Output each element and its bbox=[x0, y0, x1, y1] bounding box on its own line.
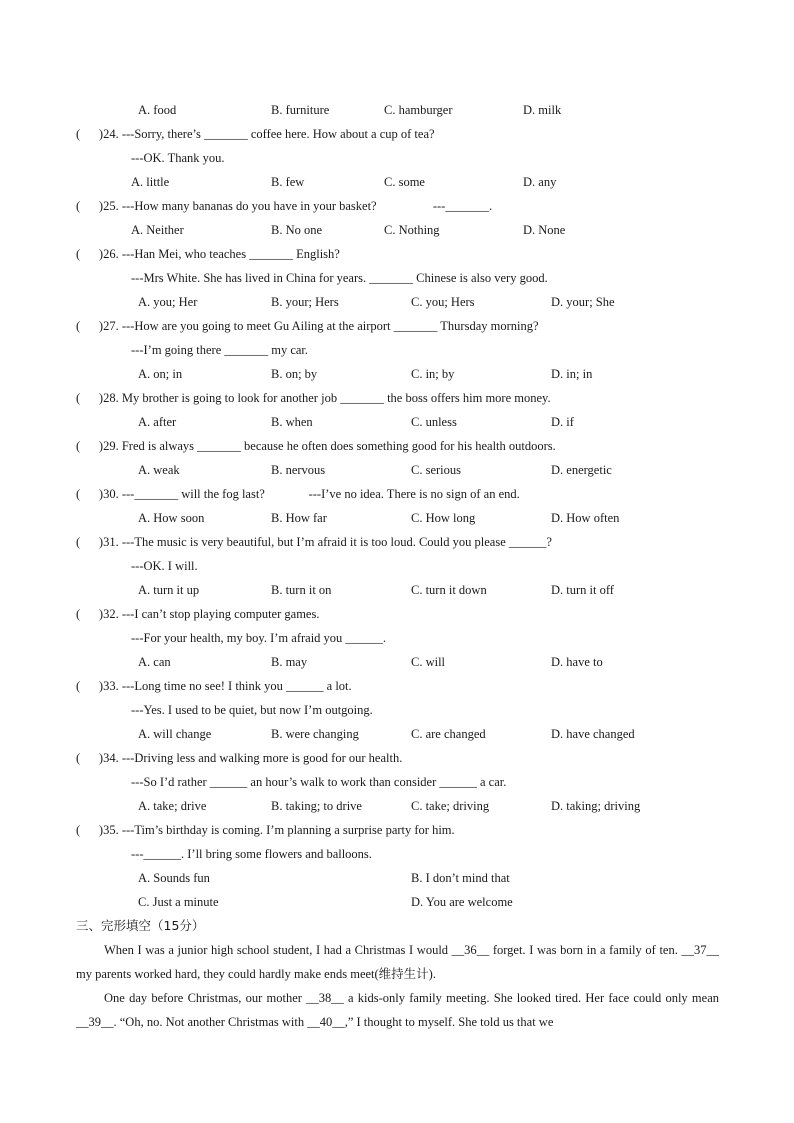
q24-option-d: D. any bbox=[523, 175, 557, 189]
question-31: ( )31. ---The music is very beautiful, but I’m afraid it is too loud. Could you please ______? bbox=[76, 535, 552, 549]
question-32-reply: ---For your health, my boy. I’m afraid you ______. bbox=[131, 631, 387, 645]
q28-option-d: D. if bbox=[551, 415, 574, 429]
q35-option-c: C. Just a minute bbox=[138, 895, 219, 909]
q32-option-a: A. can bbox=[138, 655, 171, 669]
q31-option-c: C. turn it down bbox=[411, 583, 487, 597]
q23-option-c: C. hamburger bbox=[384, 103, 453, 117]
q27-option-a: A. on; in bbox=[138, 367, 183, 381]
question-30: ( )30. ---_______ will the fog last? ---I’ve no idea. There is no sign of an end. bbox=[76, 487, 520, 501]
cloze-paragraph-1: When I was a junior high school student, I had a Christmas I would __36__ forget. I was born in a family of ten. __37__ my parents worked hard, they could hardly make ends meet(维持生计). bbox=[76, 943, 719, 981]
q24-option-c: C. some bbox=[384, 175, 425, 189]
q29-option-c: C. serious bbox=[411, 463, 461, 477]
q30-option-c: C. How long bbox=[411, 511, 476, 525]
question-32: ( )32. ---I can’t stop playing computer games. bbox=[76, 607, 320, 621]
q27-option-b: B. on; by bbox=[271, 367, 318, 381]
q29-option-a: A. weak bbox=[138, 463, 180, 477]
q30-option-b: B. How far bbox=[271, 511, 327, 525]
q26-option-c: C. you; Hers bbox=[411, 295, 475, 309]
q28-option-c: C. unless bbox=[411, 415, 457, 429]
q30-option-a: A. How soon bbox=[138, 511, 205, 525]
q26-option-a: A. you; Her bbox=[138, 295, 198, 309]
question-25: ( )25. ---How many bananas do you have in your basket? ---_______. bbox=[76, 199, 493, 213]
question-24: ( )24. ---Sorry, there’s _______ coffee here. How about a cup of tea? bbox=[76, 127, 435, 141]
q23-option-d: D. milk bbox=[523, 103, 562, 117]
q31-option-a: A. turn it up bbox=[138, 583, 200, 597]
question-26: ( )26. ---Han Mei, who teaches _______ English? bbox=[76, 247, 340, 261]
q27-option-d: D. in; in bbox=[551, 367, 593, 381]
question-27: ( )27. ---How are you going to meet Gu Ailing at the airport _______ Thursday morning? bbox=[76, 319, 539, 333]
question-29: ( )29. Fred is always _______ because he often does something good for his health outdoors. bbox=[76, 439, 556, 453]
question-34-reply: ---So I’d rather ______ an hour’s walk to work than consider ______ a car. bbox=[131, 775, 507, 789]
q33-option-d: D. have changed bbox=[551, 727, 635, 741]
q27-option-c: C. in; by bbox=[411, 367, 455, 381]
cloze-paragraph-2: One day before Christmas, our mother __38__ a kids-only family meeting. She looked tired. Her face could only mean __39__. “Oh, no. Not another Christmas with __40__,” I thought to myself. She told us that we bbox=[76, 991, 719, 1029]
q34-option-c: C. take; driving bbox=[411, 799, 490, 813]
q30-option-d: D. How often bbox=[551, 511, 620, 525]
q25-option-c: C. Nothing bbox=[384, 223, 440, 237]
q34-option-a: A. take; drive bbox=[138, 799, 207, 813]
question-24-reply: ---OK. Thank you. bbox=[131, 151, 225, 165]
question-28: ( )28. My brother is going to look for another job _______ the boss offers him more money. bbox=[76, 391, 551, 405]
question-26-reply: ---Mrs White. She has lived in China for years. _______ Chinese is also very good. bbox=[131, 271, 548, 285]
q34-option-b: B. taking; to drive bbox=[271, 799, 362, 813]
question-31-reply: ---OK. I will. bbox=[131, 559, 198, 573]
q26-option-b: B. your; Hers bbox=[271, 295, 339, 309]
q29-option-d: D. energetic bbox=[551, 463, 612, 477]
q26-option-d: D. your; She bbox=[551, 295, 615, 309]
q25-option-a: A. Neither bbox=[131, 223, 184, 237]
question-35-reply: ---______. I’ll bring some flowers and balloons. bbox=[131, 847, 372, 861]
question-35: ( )35. ---Tim’s birthday is coming. I’m planning a surprise party for him. bbox=[76, 823, 455, 837]
q33-option-c: C. are changed bbox=[411, 727, 486, 741]
q33-option-a: A. will change bbox=[138, 727, 212, 741]
q25-option-b: B. No one bbox=[271, 223, 323, 237]
q35-option-d: D. You are welcome bbox=[411, 895, 513, 909]
q24-option-a: A. little bbox=[131, 175, 170, 189]
q28-option-a: A. after bbox=[138, 415, 177, 429]
q32-option-b: B. may bbox=[271, 655, 308, 669]
q32-option-c: C. will bbox=[411, 655, 446, 669]
q23-option-b: B. furniture bbox=[271, 103, 330, 117]
q31-option-d: D. turn it off bbox=[551, 583, 614, 597]
question-27-reply: ---I’m going there _______ my car. bbox=[131, 343, 309, 357]
q23-option-a: A. food bbox=[138, 103, 177, 117]
q28-option-b: B. when bbox=[271, 415, 313, 429]
question-33: ( )33. ---Long time no see! I think you ______ a lot. bbox=[76, 679, 352, 693]
q31-option-b: B. turn it on bbox=[271, 583, 332, 597]
q32-option-d: D. have to bbox=[551, 655, 603, 669]
q33-option-b: B. were changing bbox=[271, 727, 359, 741]
question-33-reply: ---Yes. I used to be quiet, but now I’m outgoing. bbox=[131, 703, 373, 717]
q35-option-a: A. Sounds fun bbox=[138, 871, 210, 885]
question-34: ( )34. ---Driving less and walking more is good for our health. bbox=[76, 751, 403, 765]
q34-option-d: D. taking; driving bbox=[551, 799, 641, 813]
q29-option-b: B. nervous bbox=[271, 463, 326, 477]
section-title: 三、完形填空（15分） bbox=[76, 918, 205, 933]
q24-option-b: B. few bbox=[271, 175, 305, 189]
q25-option-d: D. None bbox=[523, 223, 566, 237]
q35-option-b: B. I don’t mind that bbox=[411, 871, 510, 885]
